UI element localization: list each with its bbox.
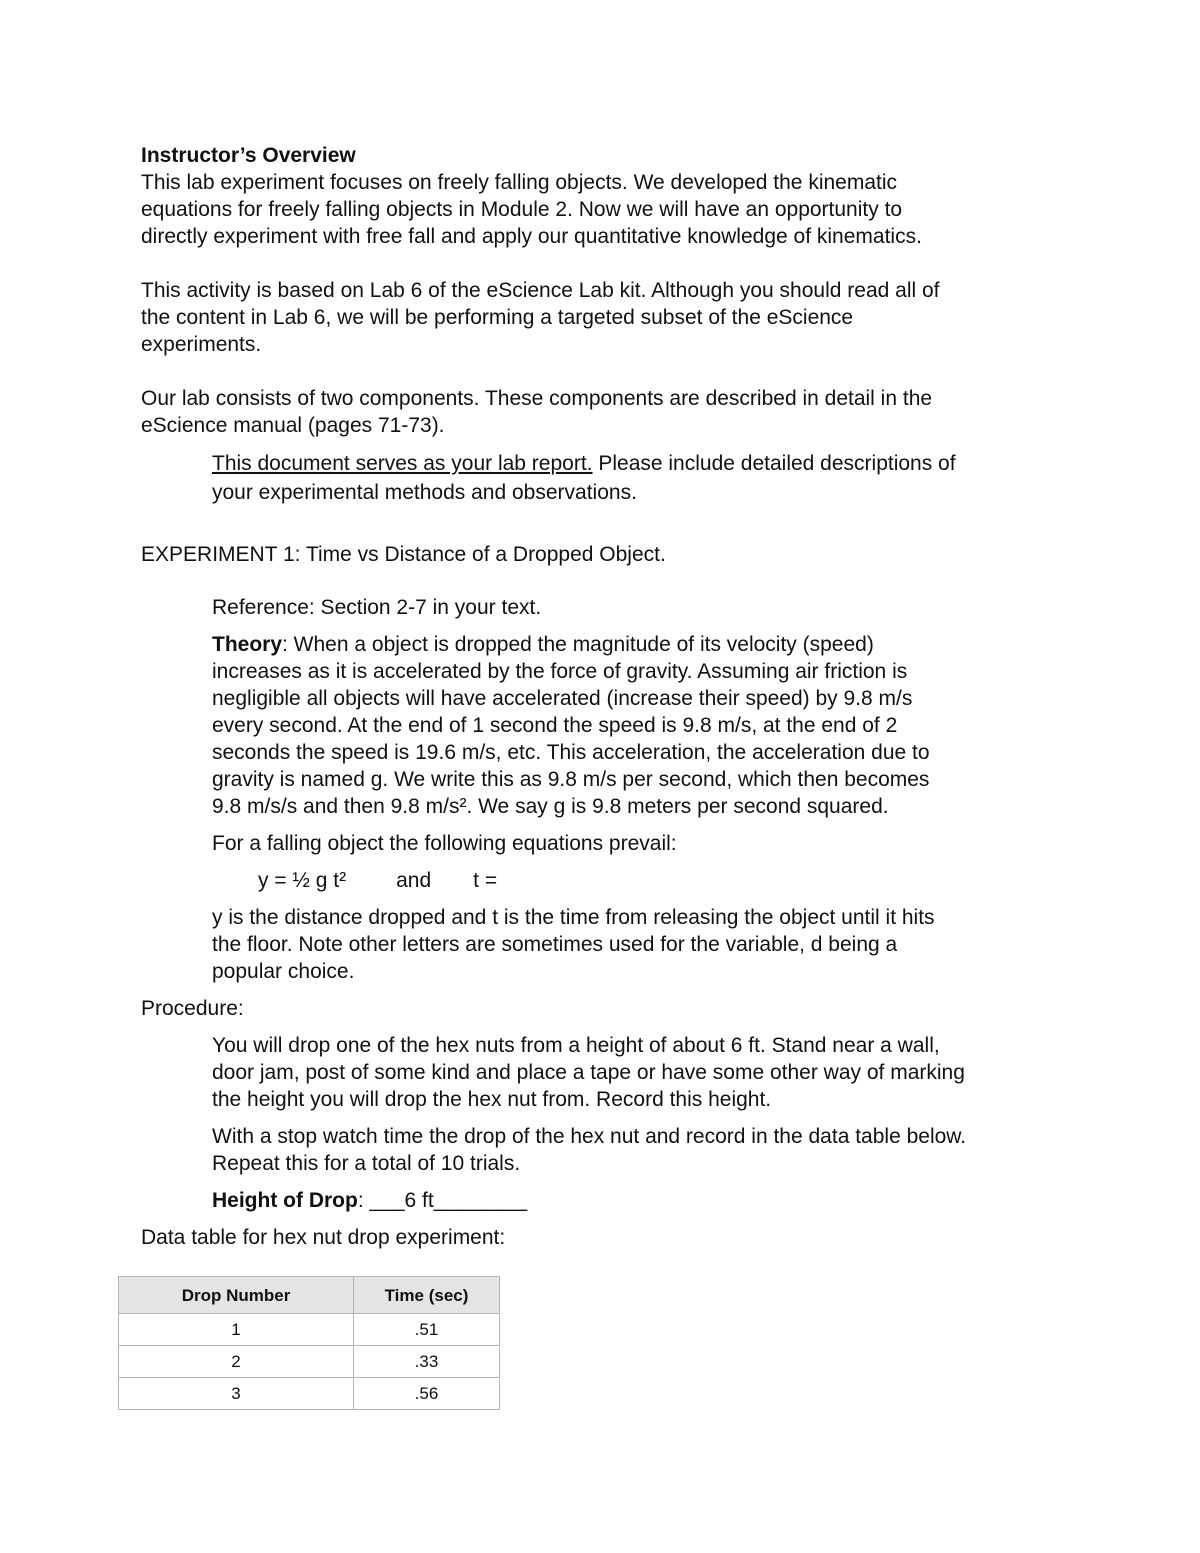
overview-paragraph-1-line-2: equations for freely falling objects in Module 2. Now we will have an opportunity to <box>141 198 903 221</box>
table-row <box>119 1346 500 1378</box>
cell-drop-number: 3 <box>119 1378 354 1410</box>
equation-row <box>258 867 1071 894</box>
overview-paragraph-3-line-2: eScience manual (pages 71-73). <box>141 414 445 437</box>
overview-paragraph-1-line-1: This lab experiment focuses on freely falling objects. We developed the kinematic <box>141 171 898 194</box>
height-label: Height of Drop <box>212 1189 358 1212</box>
theory-line-4: every second. At the end of 1 second the speed is 9.8 m/s, at the end of 2 <box>212 714 898 737</box>
height-of-drop <box>212 1187 1071 1214</box>
equation-y: y = ½ g t² <box>258 869 347 892</box>
overview-paragraph-1-line-3: directly experiment with free fall and apply our quantitative knowledge of kinematics. <box>141 225 922 248</box>
overview-paragraph-3-line-1: Our lab consists of two components. These components are described in detail in the <box>141 387 933 410</box>
procedure-p1-line-1: You will drop one of the hex nuts from a height of about 6 ft. Stand near a wall, <box>212 1034 940 1057</box>
document-body <box>141 142 1071 1251</box>
lab-report-rest-2: your experimental methods and observations. <box>212 481 637 504</box>
overview-paragraph-2-line-1: This activity is based on Lab 6 of the eScience Lab kit. Although you should read all of <box>141 279 940 302</box>
theory-line-1 <box>212 631 1071 658</box>
height-value: : ___6 ft________ <box>357 1189 528 1212</box>
theory-line-6: gravity is named g. We write this as 9.8 m/s per second, which then becomes <box>212 768 930 791</box>
theory-line-7: 9.8 m/s/s and then 9.8 m/s². We say g is 9.8 meters per second squared. <box>212 795 889 818</box>
header-time-sec: Time (sec) <box>354 1277 500 1314</box>
procedure-label: Procedure: <box>141 997 244 1020</box>
hex-nut-data-table <box>118 1276 500 1410</box>
table-row <box>119 1378 500 1410</box>
overview-title: Instructor’s Overview <box>141 144 356 167</box>
variables-line-3: popular choice. <box>212 960 355 983</box>
table-caption: Data table for hex nut drop experiment: <box>141 1226 506 1249</box>
cell-time: .51 <box>354 1314 500 1346</box>
experiment1-heading: EXPERIMENT 1: Time vs Distance of a Dropped Object. <box>141 543 666 566</box>
cell-time: .56 <box>354 1378 500 1410</box>
procedure-p2-line-2: Repeat this for a total of 10 trials. <box>212 1152 521 1175</box>
procedure-p1-line-2: door jam, post of some kind and place a tape or have some other way of marking <box>212 1061 965 1084</box>
table-row <box>119 1314 500 1346</box>
equations-intro: For a falling object the following equations prevail: <box>212 832 677 855</box>
lab-report-note <box>212 449 1071 478</box>
variables-line-2: the floor. Note other letters are sometimes used for the variable, d being a <box>212 933 898 956</box>
variables-line-1: y is the distance dropped and t is the time from releasing the object until it hits <box>212 906 935 929</box>
theory-line-5: seconds the speed is 19.6 m/s, etc. This acceleration, the acceleration due to <box>212 741 930 764</box>
overview-paragraph-2-line-3: experiments. <box>141 333 262 356</box>
cell-time: .33 <box>354 1346 500 1378</box>
theory-label: Theory <box>212 633 283 656</box>
reference-line: Reference: Section 2-7 in your text. <box>212 596 542 619</box>
equation-t: t = <box>473 869 498 892</box>
header-drop-number: Drop Number <box>119 1277 354 1314</box>
procedure-p2-line-1: With a stop watch time the drop of the hex nut and record in the data table below. <box>212 1125 967 1148</box>
cell-drop-number: 1 <box>119 1314 354 1346</box>
overview-paragraph-2-line-2: the content in Lab 6, we will be performing a targeted subset of the eScience <box>141 306 854 329</box>
lab-report-rest-1: Please include detailed descriptions of <box>592 452 956 475</box>
lab-report-underlined: This document serves as your lab report. <box>212 452 593 475</box>
theory-line-2: increases as it is accelerated by the force of gravity. Assuming air friction is <box>212 660 908 683</box>
cell-drop-number: 2 <box>119 1346 354 1378</box>
equation-and: and <box>396 869 432 892</box>
theory-text-1: : When a object is dropped the magnitude of its velocity (speed) <box>282 633 874 656</box>
procedure-p1-line-3: the height you will drop the hex nut from. Record this height. <box>212 1088 772 1111</box>
theory-line-3: negligible all objects will have accelerated (increase their speed) by 9.8 m/s <box>212 687 913 710</box>
table-header-row <box>119 1277 500 1314</box>
